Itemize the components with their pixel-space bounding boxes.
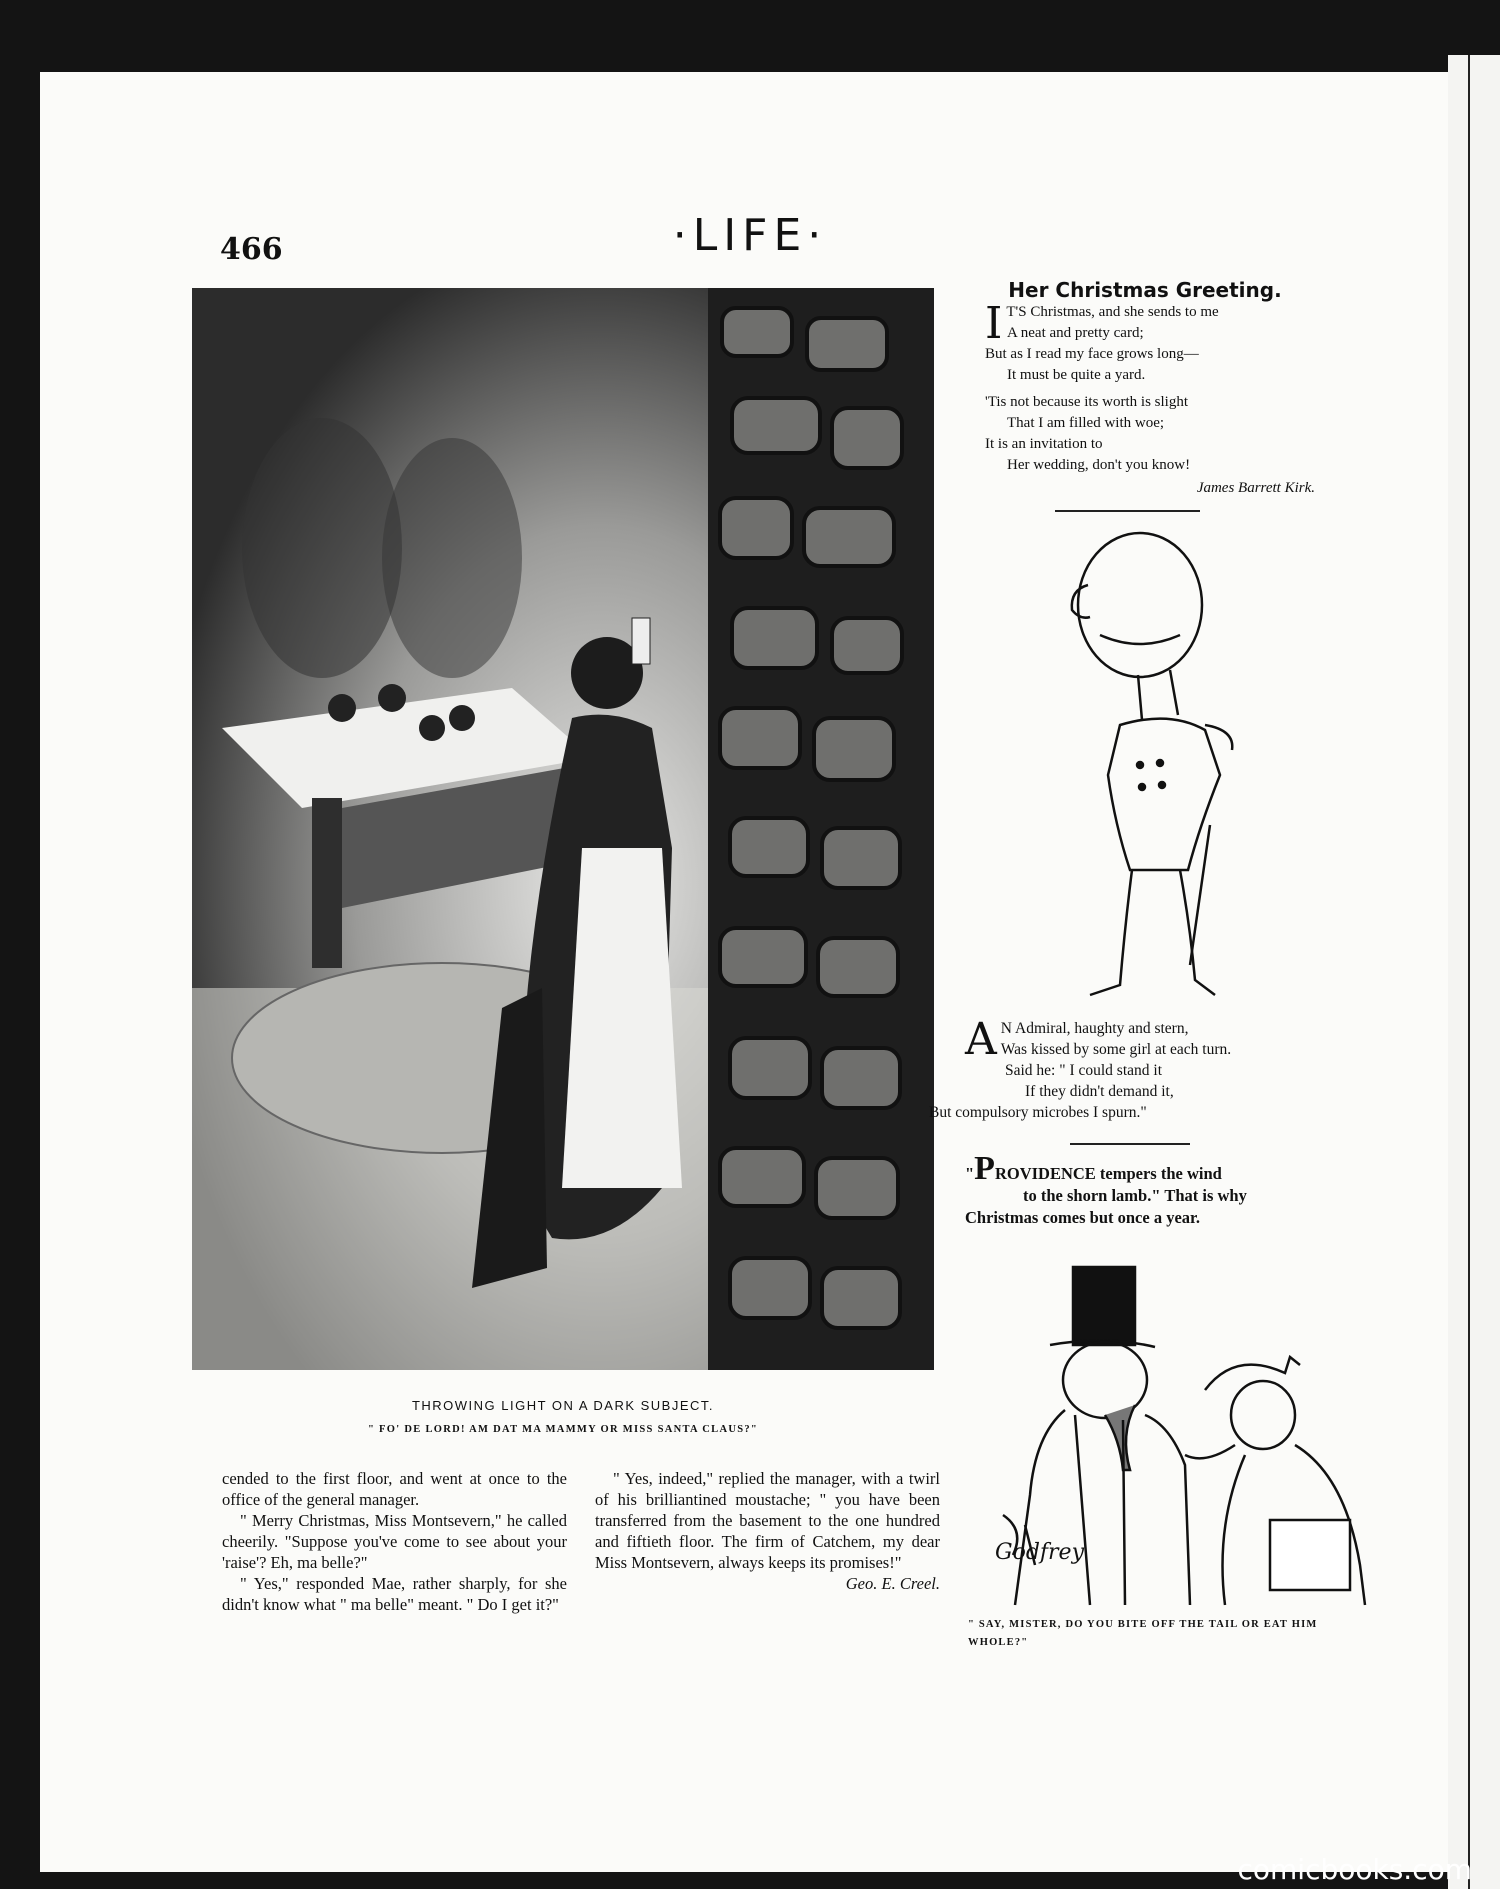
story-paragraph: " Yes, indeed," replied the manager, with a twirl of his brilliantined moustache; " you have been transferred from the basement to the one hundred and fiftieth floor. The firm of Catchem, my dear Miss Montsevern, always keeps its promises!" xyxy=(595,1469,940,1572)
divider xyxy=(1070,1143,1190,1145)
poem-title: Her Christmas Greeting. xyxy=(1008,278,1282,302)
story-paragraph: " Yes," responded Mae, rather sharply, for she didn't know what " ma belle" meant. " Do I get it?" xyxy=(222,1574,567,1614)
illustration-title: THROWING LIGHT ON A DARK SUBJECT. xyxy=(411,1398,715,1413)
story-column-2 xyxy=(595,1468,940,1594)
masthead: ·LIFE· xyxy=(672,210,828,261)
story-paragraph: cended to the first floor, and went at once to the office of the general manager. xyxy=(222,1469,567,1509)
facing-page-edge xyxy=(1448,55,1500,1889)
facing-page-rule xyxy=(1468,55,1470,1889)
verse-line: But compulsory microbes I spurn." xyxy=(929,1104,1147,1121)
divider xyxy=(1055,510,1200,512)
verse-drop-cap: A xyxy=(965,1014,997,1065)
providence-drop-cap: P xyxy=(974,1150,995,1187)
poem-line: It is an invitation to xyxy=(985,436,1103,452)
poem-line: But as I read my face grows long— xyxy=(985,346,1199,362)
story-column-1 xyxy=(222,1468,567,1615)
open-quote: " xyxy=(965,1164,975,1183)
poem-line: T'S Christmas, and she sends to me xyxy=(1006,304,1219,320)
poem-line: 'Tis not because its worth is slight xyxy=(985,394,1188,410)
watermark: comicbooks.com xyxy=(1237,1853,1472,1886)
poem-line: It must be quite a yard. xyxy=(1007,367,1146,383)
poem xyxy=(985,298,1315,499)
story-author: Geo. E. Creel. xyxy=(845,1574,940,1593)
verse-line: N Admiral, haughty and stern, xyxy=(1000,1020,1189,1037)
verse-line: Was kissed by some girl at each turn. xyxy=(1000,1041,1232,1058)
poem-author: James Barrett Kirk. xyxy=(1196,480,1315,496)
illustration-quote: " FO' DE LORD! AM DAT MA MAMMY OR MISS SANTA CLAUS?" xyxy=(367,1424,759,1435)
cartoon-caption: " SAY, MISTER, DO YOU BITE OFF THE TAIL OR EAT HIM WHOLE?" xyxy=(968,1619,1318,1648)
poem-line: That I am filled with woe; xyxy=(1007,415,1165,431)
main-illustration xyxy=(192,288,934,1370)
providence-joke xyxy=(965,1150,1310,1229)
joke-line: Christmas comes but once a year. xyxy=(965,1208,1200,1227)
poem-line: Her wedding, don't you know! xyxy=(1007,457,1191,473)
story-paragraph: " Merry Christmas, Miss Montsevern," he called cheerily. "Suppose you've come to see about your 'raise'? Eh, ma belle?" xyxy=(222,1511,567,1572)
joke-line: ROVIDENCE tempers the wind xyxy=(994,1164,1222,1183)
poem-line: A neat and pretty card; xyxy=(1007,325,1144,341)
admiral-verse xyxy=(929,1014,1310,1123)
joke-line: to the shorn lamb." That is why xyxy=(1023,1186,1247,1205)
verse-line: If they didn't demand it, xyxy=(1025,1083,1174,1100)
cartoon-signature: Godfrey xyxy=(995,1540,1085,1565)
verse-line: Said he: " I could stand it xyxy=(1005,1062,1162,1079)
admiral-caricature xyxy=(1020,525,1310,1010)
poem-drop-cap: I xyxy=(985,298,1003,349)
page-number: 466 xyxy=(220,232,283,267)
